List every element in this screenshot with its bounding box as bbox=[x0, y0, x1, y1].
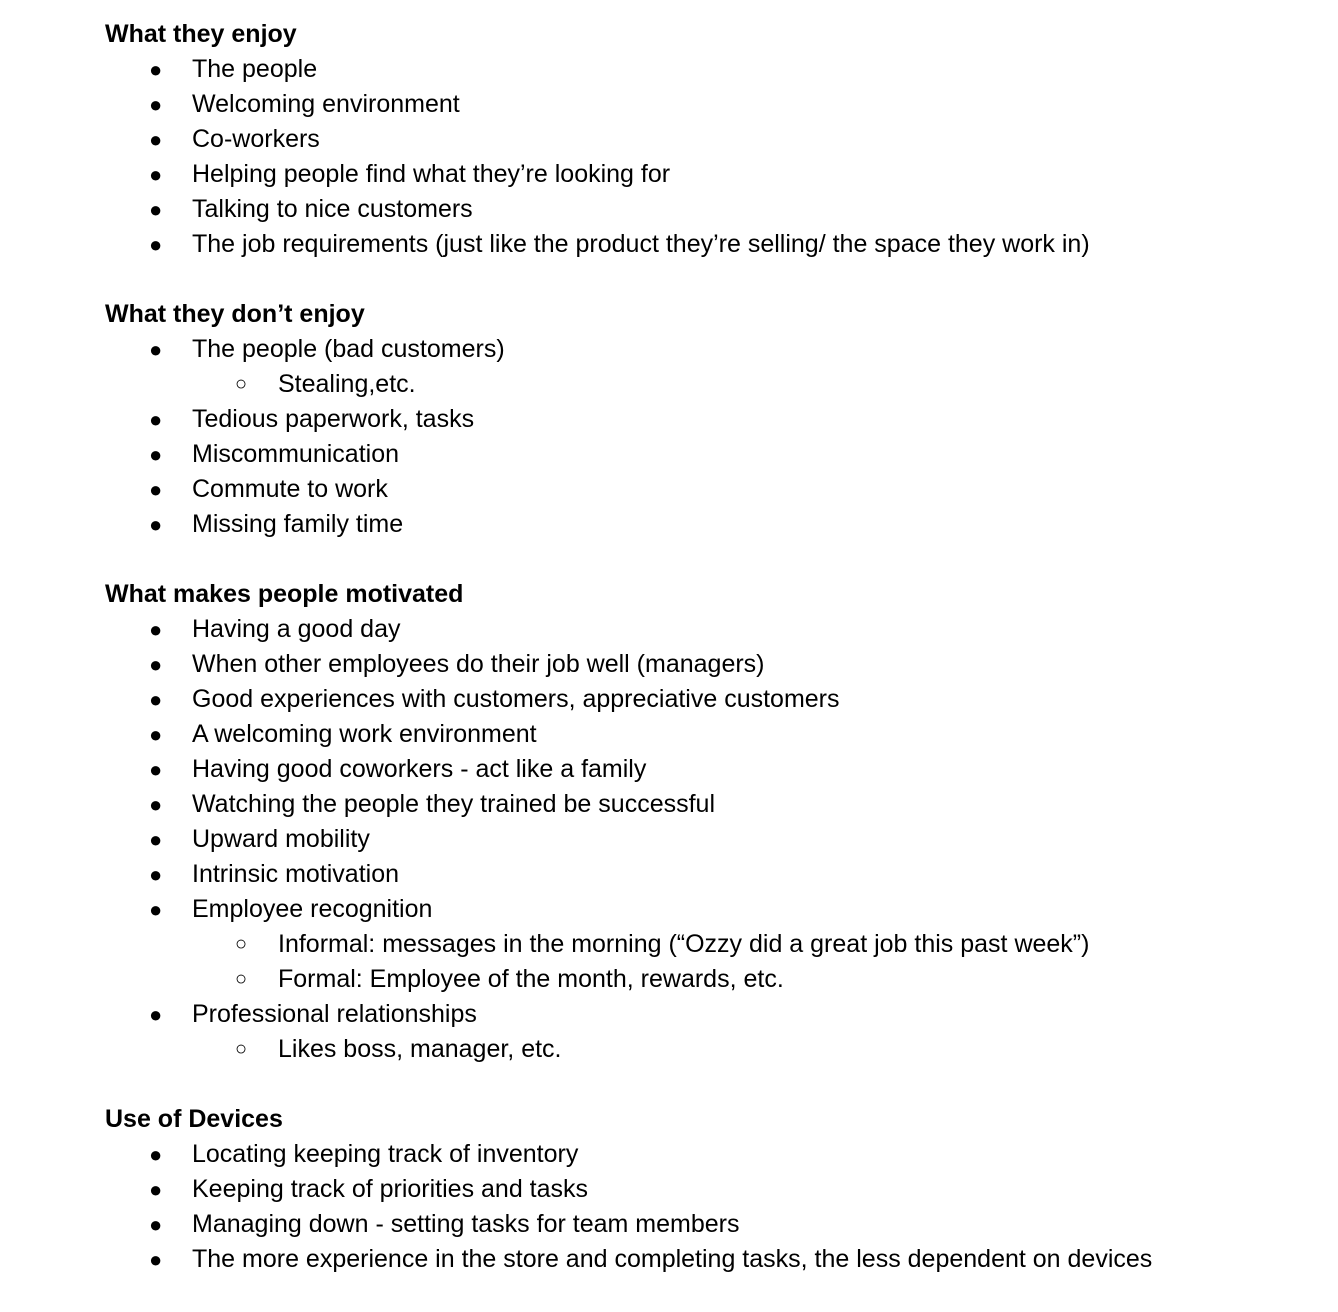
list-item bbox=[105, 612, 1325, 647]
list-item bbox=[105, 122, 1325, 157]
list-item bbox=[105, 472, 1325, 507]
sub-list-item bbox=[105, 927, 1325, 962]
bullet-icon: ● bbox=[149, 1177, 163, 1202]
bullet-icon: ● bbox=[149, 722, 163, 747]
list-item-text: Having good coworkers - act like a family bbox=[192, 755, 647, 783]
list-item-text: Upward mobility bbox=[192, 825, 370, 853]
bullet-icon: ● bbox=[149, 652, 163, 677]
list-item-text: Intrinsic motivation bbox=[192, 860, 400, 888]
list-item-text: The more experience in the store and completing tasks, the less dependent on devices bbox=[192, 1245, 1153, 1273]
section bbox=[105, 1102, 1325, 1277]
list-item-text: A welcoming work environment bbox=[192, 720, 537, 748]
bullet-icon: ● bbox=[149, 442, 163, 467]
list-item-text: The people (bad customers) bbox=[192, 335, 505, 363]
list-item bbox=[105, 997, 1325, 1032]
bullet-icon: ● bbox=[149, 57, 163, 82]
list-item-text: The people bbox=[192, 55, 318, 83]
list-item-text: Keeping track of priorities and tasks bbox=[192, 1175, 589, 1203]
bullet-icon: ● bbox=[149, 477, 163, 502]
document-body bbox=[105, 17, 1325, 1312]
bullet-icon: ● bbox=[149, 407, 163, 432]
list-item-text: Welcoming environment bbox=[192, 90, 460, 118]
bullet-icon: ● bbox=[149, 827, 163, 852]
bullet-icon: ● bbox=[149, 1142, 163, 1167]
list-item bbox=[105, 717, 1325, 752]
sub-list-item-text: Stealing,etc. bbox=[278, 370, 416, 398]
section bbox=[105, 577, 1325, 1067]
sub-list-item bbox=[105, 1032, 1325, 1067]
list-item-text: Miscommunication bbox=[192, 440, 400, 468]
list-item bbox=[105, 822, 1325, 857]
bullet-icon: ● bbox=[149, 1002, 163, 1027]
sub-list-item-text: Formal: Employee of the month, rewards, etc. bbox=[278, 965, 784, 993]
section-heading: Use of Devices bbox=[105, 1105, 283, 1133]
list-item-text: Co-workers bbox=[192, 125, 320, 153]
list-item-text: Watching the people they trained be successful bbox=[192, 790, 715, 818]
sub-list-item bbox=[105, 367, 1325, 402]
list-item-text: Tedious paperwork, tasks bbox=[192, 405, 475, 433]
hollow-bullet-icon: ○ bbox=[235, 968, 248, 990]
bullet-icon: ● bbox=[149, 617, 163, 642]
list-item bbox=[105, 437, 1325, 472]
list-item bbox=[105, 1137, 1325, 1172]
hollow-bullet-icon: ○ bbox=[235, 373, 248, 395]
list-item bbox=[105, 787, 1325, 822]
section bbox=[105, 17, 1325, 262]
list-item-text: Commute to work bbox=[192, 475, 388, 503]
list-item-text: Professional relationships bbox=[192, 1000, 477, 1028]
list-item bbox=[105, 892, 1325, 927]
section bbox=[105, 297, 1325, 542]
sub-list-item bbox=[105, 962, 1325, 997]
bullet-icon: ● bbox=[149, 862, 163, 887]
list-item bbox=[105, 507, 1325, 542]
list-item-text: Employee recognition bbox=[192, 895, 433, 923]
bullet-icon: ● bbox=[149, 757, 163, 782]
bullet-icon: ● bbox=[149, 197, 163, 222]
sub-list-item-text: Informal: messages in the morning (“Ozzy did a great job this past week”) bbox=[278, 930, 1090, 958]
list-item bbox=[105, 87, 1325, 122]
hollow-bullet-icon: ○ bbox=[235, 933, 248, 955]
list-item-text: Locating keeping track of inventory bbox=[192, 1140, 579, 1168]
list-item-text: Managing down - setting tasks for team members bbox=[192, 1210, 740, 1238]
bullet-icon: ● bbox=[149, 897, 163, 922]
bullet-icon: ● bbox=[149, 512, 163, 537]
section-heading: What they enjoy bbox=[105, 20, 297, 48]
hollow-bullet-icon: ○ bbox=[235, 1038, 248, 1060]
list-item bbox=[105, 1242, 1325, 1277]
sub-list-item-text: Likes boss, manager, etc. bbox=[278, 1035, 562, 1063]
bullet-icon: ● bbox=[149, 792, 163, 817]
list-item bbox=[105, 192, 1325, 227]
list-item bbox=[105, 647, 1325, 682]
bullet-icon: ● bbox=[149, 337, 163, 362]
list-item-text: The job requirements (just like the product they’re selling/ the space they work in) bbox=[192, 230, 1090, 258]
list-item bbox=[105, 1207, 1325, 1242]
list-item bbox=[105, 682, 1325, 717]
list-item bbox=[105, 157, 1325, 192]
list-item bbox=[105, 857, 1325, 892]
section-heading: What makes people motivated bbox=[105, 580, 464, 608]
bullet-icon: ● bbox=[149, 92, 163, 117]
list-item bbox=[105, 752, 1325, 787]
bullet-icon: ● bbox=[149, 232, 163, 257]
list-item-text: When other employees do their job well (managers) bbox=[192, 650, 765, 678]
bullet-icon: ● bbox=[149, 1247, 163, 1272]
bullet-icon: ● bbox=[149, 1212, 163, 1237]
list-item-text: Helping people find what they’re looking for bbox=[192, 160, 671, 188]
list-item-text: Good experiences with customers, appreciative customers bbox=[192, 685, 840, 713]
list-item bbox=[105, 52, 1325, 87]
bullet-icon: ● bbox=[149, 127, 163, 152]
bullet-icon: ● bbox=[149, 687, 163, 712]
list-item-text: Talking to nice customers bbox=[192, 195, 473, 223]
list-item bbox=[105, 1172, 1325, 1207]
list-item bbox=[105, 227, 1325, 262]
list-item bbox=[105, 332, 1325, 367]
section-heading: What they don’t enjoy bbox=[105, 300, 365, 328]
bullet-icon: ● bbox=[149, 162, 163, 187]
list-item bbox=[105, 402, 1325, 437]
list-item-text: Missing family time bbox=[192, 510, 404, 538]
list-item-text: Having a good day bbox=[192, 615, 401, 643]
